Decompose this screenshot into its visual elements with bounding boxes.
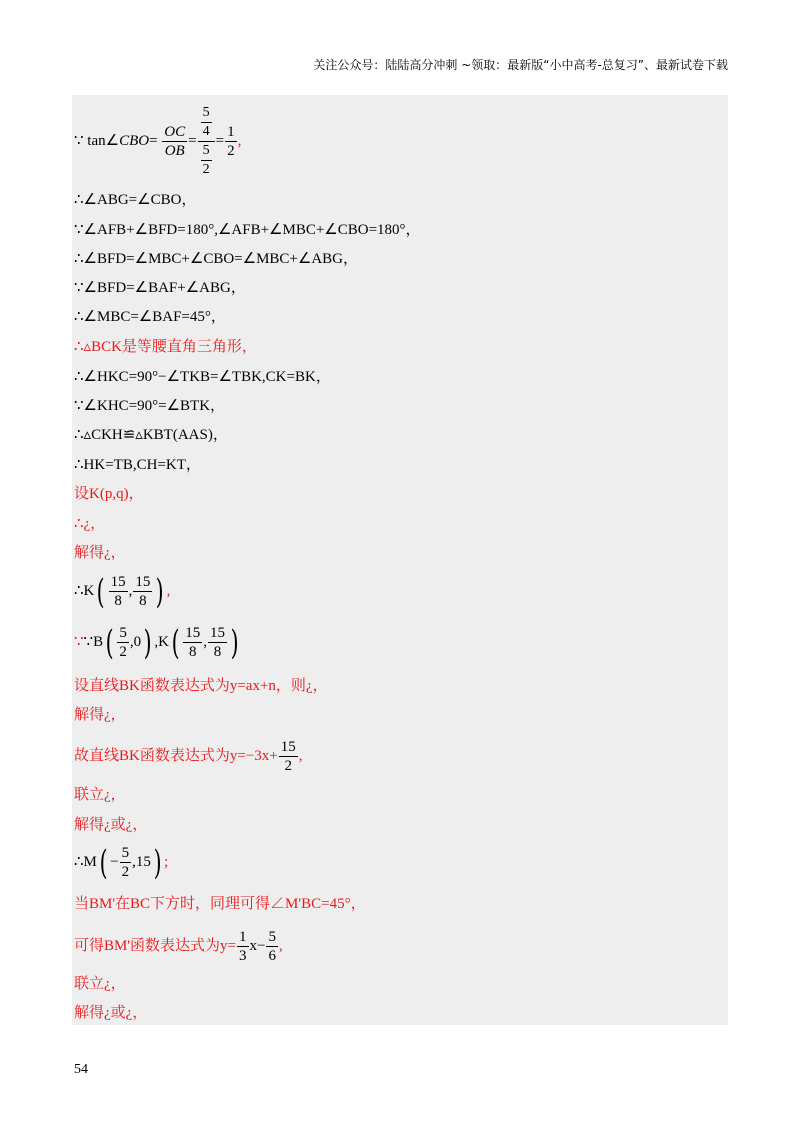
line-tan-cbo: ∵ tan∠CBO= $\frac{OC}{OB}$ = $\frac{\frac{5}{4}}{\frac{5}{2}}$ = $\frac{1}{2}$ , — [74, 105, 242, 177]
line-13: ∴¿， — [74, 516, 106, 532]
line-18: 解得¿， — [74, 707, 126, 723]
line-26: 解得¿或¿， — [74, 1005, 148, 1021]
line-24-bm-expression: 可得BM'函数表达式为y= $\frac{1}{3}$ x− $\frac{5}{6}$ , — [74, 929, 283, 964]
line-25: 联立¿， — [74, 976, 126, 992]
page-header: 关注公众号：陆陆高分冲刺 ~领取：最新版“小中高考-总复习”、最新试卷下载 — [313, 58, 728, 72]
line-19-bk-expression: 故直线BK函数表达式为y=−3x+ $\frac{15}{2}$ , — [74, 739, 303, 774]
line-16-b-k-coordinates: ∵∵B( $\frac{5}{2}$ ,0) ,K( $\frac{15}{8}$ , $\frac{15}{8}$ ) — [74, 622, 239, 663]
line-12: 设K(p,q)， — [74, 486, 144, 502]
line-6: ∴∠MBC=∠BAF=45°， — [74, 309, 226, 325]
line-14: 解得¿， — [74, 545, 126, 561]
line-7: ∴▵BCK是等腰直角三角形， — [74, 339, 257, 355]
line-21: 解得¿或¿， — [74, 817, 148, 833]
line-5: ∵∠BFD=∠BAF+∠ABG， — [74, 280, 246, 296]
line-9: ∵∠KHC=90°=∠BTK， — [74, 398, 226, 414]
line-11: ∴HK=TB,CH=KT， — [74, 457, 201, 473]
line-10: ∴▵CKH≌▵KBT(AAS)， — [74, 427, 228, 443]
line-3: ∵∠AFB+∠BFD=180°,∠AFB+∠MBC+∠CBO=180°， — [74, 222, 421, 238]
line-22-m-coordinates: ∴M( − $\frac{5}{2}$ ,15) ; — [74, 842, 169, 883]
line-23: 当BM'在BC下方时，同理可得∠M'BC=45°， — [74, 896, 366, 912]
line-4: ∴∠BFD=∠MBC+∠CBO=∠MBC+∠ABG， — [74, 251, 359, 267]
line-8: ∴∠HKC=90°−∠TKB=∠TBK,CK=BK， — [74, 369, 331, 385]
line-20: 联立¿， — [74, 787, 126, 803]
line-2: ∴∠ABG=∠CBO， — [74, 192, 197, 208]
page-number: 54 — [74, 1062, 88, 1077]
line-17: 设直线BK函数表达式为y=ax+n，则¿， — [74, 678, 328, 694]
line-15-k-coordinates: ∴K( $\frac{15}{8}$ , $\frac{15}{8}$ ) , — [74, 571, 171, 612]
